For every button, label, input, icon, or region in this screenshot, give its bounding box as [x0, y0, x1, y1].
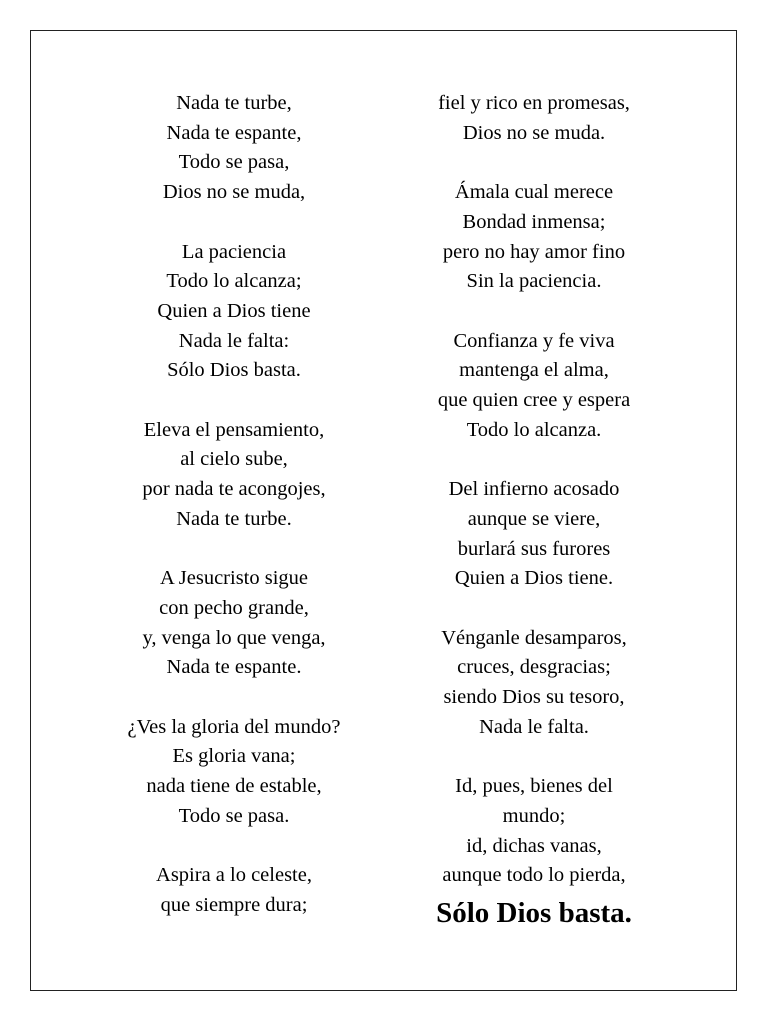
stanza	[384, 624, 684, 743]
poem-line: Del infierno acosado	[448, 478, 620, 501]
poem-line: Dios no se muda,	[162, 181, 306, 204]
poem-line: fiel y rico en promesas,	[438, 92, 630, 114]
stanza	[384, 327, 684, 446]
poem-line: que quien cree y espera	[437, 389, 631, 411]
poem-right-stanzas	[384, 89, 684, 891]
poem-line: Nada te espante.	[166, 656, 302, 679]
poem-line: ¿Ves la gloria del mundo?	[127, 715, 341, 738]
poem-line: Bondad inmensa;	[462, 210, 606, 233]
poem-line: Quien a Dios tiene.	[454, 567, 614, 590]
stanza	[384, 178, 684, 297]
poem-line: cruces, desgracias;	[457, 656, 611, 679]
poem-line: Nada te turbe,	[176, 92, 292, 114]
poem-line: Todo lo alcanza.	[466, 418, 602, 441]
poem-line: Todo se pasa.	[178, 804, 290, 827]
poem-right-column	[384, 89, 684, 933]
poem-line: burlará sus furores	[457, 537, 611, 560]
stanza	[84, 416, 384, 535]
poem-final-line: Sólo Dios basta.	[436, 896, 632, 929]
poem-line: y, venga lo que venga,	[142, 626, 326, 649]
poem-line: por nada te acongojes,	[142, 478, 326, 501]
poem-line: mundo;	[502, 804, 566, 827]
poem-line: Dios no se muda.	[462, 121, 606, 144]
poem-line: Nada te espante,	[166, 121, 302, 144]
poem-line: Quien a Dios tiene	[157, 299, 311, 322]
poem-line: nada tiene de estable,	[146, 775, 322, 798]
poem-line: Eleva el pensamiento,	[143, 418, 325, 441]
poem-line: Nada le falta.	[479, 715, 589, 738]
stanza	[84, 238, 384, 387]
poem-line: La paciencia	[181, 240, 287, 263]
poem-line: al cielo sube,	[180, 448, 288, 471]
stanza	[384, 89, 684, 148]
poem-line: con pecho grande,	[159, 596, 309, 619]
poem-line: que siempre dura;	[160, 893, 308, 916]
poem-line: aunque se viere,	[467, 507, 601, 530]
poem-line: Aspira a lo celeste,	[156, 864, 312, 887]
poem-line: Nada le falta:	[178, 329, 290, 352]
poem-line: Es gloria vana;	[172, 745, 296, 768]
poem-line: Sin la paciencia.	[466, 270, 602, 293]
poem-line: Ámala cual merece	[454, 181, 614, 204]
poem-line: Sólo Dios basta.	[167, 359, 301, 382]
stanza	[84, 861, 384, 920]
poem-line: mantenga el alma,	[459, 359, 609, 382]
poem-line: Vénganle desamparos,	[441, 626, 627, 649]
stanza	[84, 89, 384, 208]
stanza	[384, 475, 684, 594]
stanza	[84, 564, 384, 683]
poem-line: siendo Dios su tesoro,	[443, 686, 625, 708]
poem-line: Todo lo alcanza;	[166, 270, 302, 293]
poem-line: Nada te turbe.	[176, 507, 292, 530]
poem-line: aunque todo lo pierda,	[442, 864, 626, 887]
poem-line: id, dichas vanas,	[466, 834, 602, 857]
poem-line: Todo se pasa,	[178, 151, 290, 174]
stanza	[84, 713, 384, 832]
poem-line: Confianza y fe viva	[453, 329, 615, 352]
poem-line: Id, pues, bienes del	[455, 775, 613, 798]
stanza	[384, 772, 684, 891]
poem-line: A Jesucristo sigue	[159, 567, 309, 590]
poem-left-column	[84, 89, 384, 921]
poem-line: pero no hay amor fino	[442, 240, 626, 263]
